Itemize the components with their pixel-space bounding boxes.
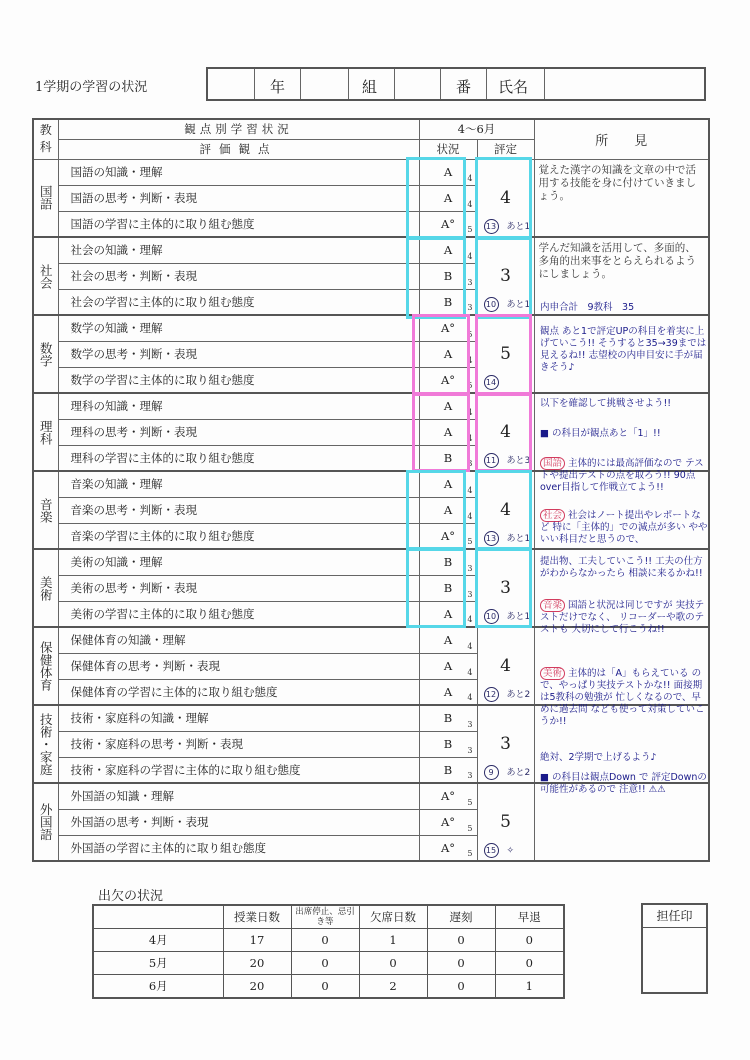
col-viewpoint: 評価観点 bbox=[58, 139, 419, 159]
text-shakai: 社会はノート提出やレポートなど 特に「主体的」での減点が多い ややいい科目だと思うので、 bbox=[540, 510, 708, 545]
note-science-2: ■ の科目が観点あと「1」!! bbox=[540, 428, 661, 439]
highlight-eval-shakai bbox=[475, 236, 532, 319]
highlight-status-rika bbox=[412, 392, 473, 472]
status-cell bbox=[419, 653, 477, 679]
label-kokugo: 国語 bbox=[540, 457, 565, 470]
status-value: A bbox=[443, 347, 453, 361]
eval-note-circle: 12 bbox=[484, 687, 499, 702]
attendance-cell: 0 bbox=[427, 975, 495, 999]
eval-note bbox=[484, 765, 531, 780]
eval-value: 4 bbox=[500, 422, 511, 442]
eval-note-tail: あと3 bbox=[506, 456, 531, 466]
status-value: A° bbox=[440, 789, 456, 804]
status-value: B bbox=[443, 762, 453, 777]
status-cell bbox=[419, 783, 477, 809]
status-value: A bbox=[443, 165, 453, 179]
attendance-header: 授業日数 bbox=[223, 905, 291, 929]
attendance-header: 欠席日数 bbox=[359, 905, 427, 929]
attendance-row bbox=[93, 952, 564, 975]
eval-cell bbox=[477, 627, 534, 705]
status-value: A bbox=[443, 243, 453, 258]
attendance-header bbox=[93, 905, 223, 929]
comment-cell: 学んだ知識を活用して、多面的、多角的出来事をとらえられるようにしましょう。 bbox=[534, 237, 709, 315]
status-sub: 5 bbox=[467, 849, 473, 858]
highlight-status-shakai bbox=[406, 236, 466, 319]
status-value: B bbox=[443, 269, 453, 283]
viewpoint-item: 国語の知識・理解 bbox=[58, 159, 419, 185]
label-ongaku: 音楽 bbox=[540, 599, 565, 612]
attendance-cell: 6月 bbox=[93, 975, 223, 999]
attendance-cell: 0 bbox=[495, 929, 564, 952]
attendance-cell: 0 bbox=[495, 952, 564, 975]
eval-note-tail: ✧ bbox=[506, 846, 515, 856]
attendance-cell: 5月 bbox=[93, 952, 223, 975]
viewpoint-item: 技術・家庭科の知識・理解 bbox=[58, 705, 419, 731]
status-value: B bbox=[443, 450, 453, 465]
eval-value: 5 bbox=[500, 344, 511, 364]
status-sub: 4 bbox=[467, 355, 473, 365]
attendance-header: 出席停止、忌引き等 bbox=[291, 905, 359, 929]
attendance-cell: 17 bbox=[223, 929, 291, 952]
eval-cell bbox=[477, 783, 534, 861]
viewpoint-item: 数学の思考・判断・表現 bbox=[58, 341, 419, 367]
status-sub: 4 bbox=[467, 433, 473, 443]
status-sub: 4 bbox=[467, 173, 473, 183]
teacher-stamp-label: 担任印 bbox=[643, 905, 706, 928]
status-value: B bbox=[443, 294, 453, 309]
eval-note-circle: 11 bbox=[484, 453, 499, 468]
attendance-row bbox=[93, 929, 564, 952]
attendance-cell: 0 bbox=[291, 929, 359, 952]
note-gika-2: ■ の科目は観点Down で 評定Downの可能性があるので 注意!! ⚠⚠ bbox=[540, 772, 707, 795]
attendance-cell: 20 bbox=[223, 952, 291, 975]
viewpoint-item: 美術の思考・判断・表現 bbox=[58, 575, 419, 601]
attendance-cell: 0 bbox=[291, 975, 359, 999]
note-kokugo bbox=[540, 458, 710, 494]
subject-name: 数学 bbox=[33, 315, 58, 393]
eval-note-circle: 9 bbox=[484, 765, 499, 780]
status-cell bbox=[419, 731, 477, 757]
note-rika: 提出物、工夫していこう!! 工夫の仕方がわからなかったら 相談に来るかね!! bbox=[540, 556, 703, 579]
attendance-row bbox=[93, 975, 564, 999]
eval-value: 5 bbox=[500, 812, 511, 832]
highlight-eval-math bbox=[475, 314, 532, 396]
attendance-header: 遅刻 bbox=[427, 905, 495, 929]
status-cell bbox=[419, 679, 477, 705]
viewpoint-item: 外国語の学習に主体的に取り組む態度 bbox=[58, 835, 419, 861]
eval-value: 4 bbox=[500, 656, 511, 676]
status-sub: 3 bbox=[467, 303, 473, 312]
status-sub: 4 bbox=[467, 615, 473, 624]
class-label: 組 bbox=[362, 78, 378, 96]
status-value: B bbox=[443, 555, 453, 570]
attendance-cell: 0 bbox=[427, 929, 495, 952]
col-eval: 評定 bbox=[477, 139, 534, 159]
attendance-cell: 4月 bbox=[93, 929, 223, 952]
eval-note-circle: 15 bbox=[484, 843, 499, 858]
col-status: 状況 bbox=[419, 139, 477, 159]
eval-value: 3 bbox=[500, 734, 511, 754]
note-total: 内申合計 9教科 35 bbox=[540, 302, 635, 313]
page-title: 1学期の学習の状況 bbox=[35, 80, 148, 95]
table-row bbox=[33, 159, 709, 185]
viewpoint-item: 美術の学習に主体的に取り組む態度 bbox=[58, 601, 419, 627]
status-sub: 4 bbox=[467, 407, 473, 417]
status-value: A bbox=[443, 425, 453, 439]
eval-note-circle: 13 bbox=[484, 219, 499, 234]
eval-note bbox=[484, 687, 531, 702]
status-cell bbox=[419, 835, 477, 861]
status-sub: 3 bbox=[467, 563, 473, 573]
eval-note-tail: あと1 bbox=[506, 534, 531, 544]
status-value: A° bbox=[440, 372, 456, 387]
name-label: 氏名 bbox=[498, 78, 529, 96]
viewpoint-item: 保健体育の思考・判断・表現 bbox=[58, 653, 419, 679]
viewpoint-item: 国語の学習に主体的に取り組む態度 bbox=[58, 211, 419, 237]
col-comment-header: 所 見 bbox=[534, 119, 709, 159]
eval-note-circle: 10 bbox=[484, 297, 499, 312]
status-sub: 4 bbox=[467, 693, 473, 702]
status-sub: 5 bbox=[467, 381, 473, 390]
status-sub: 4 bbox=[467, 667, 473, 677]
status-sub: 3 bbox=[467, 745, 473, 755]
number-label: 番 bbox=[456, 78, 472, 96]
status-cell bbox=[419, 809, 477, 835]
col-period: 4〜6月 bbox=[419, 119, 534, 139]
note-science: 以下を確認して挑戦させよう!! bbox=[540, 398, 672, 409]
label-shakai: 社会 bbox=[540, 509, 565, 522]
attendance-cell: 0 bbox=[291, 952, 359, 975]
status-sub: 5 bbox=[467, 329, 473, 339]
note-ongaku bbox=[540, 600, 710, 636]
status-sub: 3 bbox=[467, 719, 473, 729]
status-sub: 5 bbox=[467, 797, 473, 807]
viewpoint-item: 社会の知識・理解 bbox=[58, 237, 419, 263]
eval-value: 4 bbox=[500, 187, 511, 208]
subject-name: 理科 bbox=[33, 393, 58, 471]
eval-value: 3 bbox=[500, 578, 511, 598]
attendance-cell: 0 bbox=[427, 952, 495, 975]
status-value: A bbox=[443, 477, 453, 492]
viewpoint-item: 理科の思考・判断・表現 bbox=[58, 419, 419, 445]
subject-name: 技術・家庭 bbox=[33, 705, 58, 783]
eval-cell bbox=[477, 705, 534, 783]
viewpoint-item: 外国語の知識・理解 bbox=[58, 783, 419, 809]
subject-name: 音楽 bbox=[33, 471, 58, 549]
comment-cell: 覚えた漢字の知識を文章の中で活用する技能を身に付けていきましょう。 bbox=[534, 159, 709, 237]
viewpoint-item: 数学の知識・理解 bbox=[58, 315, 419, 341]
eval-value: 4 bbox=[500, 500, 511, 520]
viewpoint-item: 理科の学習に主体的に取り組む態度 bbox=[58, 445, 419, 471]
eval-note-tail: あと2 bbox=[506, 690, 531, 700]
eval-note bbox=[484, 843, 515, 858]
status-cell bbox=[419, 705, 477, 731]
col-subject-header: 教科 bbox=[33, 119, 58, 159]
year-label: 年 bbox=[270, 78, 286, 96]
attendance-title: 出欠の状況 bbox=[98, 889, 164, 904]
highlight-status-bijutsu bbox=[406, 548, 466, 628]
viewpoint-item: 音楽の学習に主体的に取り組む態度 bbox=[58, 523, 419, 549]
highlight-status-kokugo bbox=[406, 157, 466, 240]
eval-note-tail: あと1 bbox=[506, 222, 531, 232]
status-value: A bbox=[443, 399, 453, 414]
viewpoint-item: 技術・家庭科の学習に主体的に取り組む態度 bbox=[58, 757, 419, 783]
status-sub: 3 bbox=[467, 277, 473, 287]
note-math: 観点 あと1で評定UPの科目を着実に上げていこう!! そうすると35→39までは見えるね!! 志望校の内申目安に手が届きそう♪ bbox=[540, 326, 707, 373]
subject-name: 保健体育 bbox=[33, 627, 58, 705]
subject-name: 社会 bbox=[33, 237, 58, 315]
status-value: A° bbox=[440, 216, 456, 231]
status-cell bbox=[419, 757, 477, 783]
highlight-eval-kokugo bbox=[475, 157, 532, 240]
viewpoint-item: 保健体育の学習に主体的に取り組む態度 bbox=[58, 679, 419, 705]
viewpoint-item: 保健体育の知識・理解 bbox=[58, 627, 419, 653]
text-ongaku: 国語と状況は同じですが 実技テストだけでなく、 リコーダーや歌のテストも 大切にして行こうね!! bbox=[540, 600, 705, 635]
status-value: A° bbox=[440, 840, 456, 855]
highlight-status-math bbox=[412, 314, 473, 396]
eval-note-tail: あと1 bbox=[506, 612, 531, 622]
status-value: A bbox=[443, 606, 453, 621]
attendance-table bbox=[92, 904, 565, 999]
eval-note-tail: あと1 bbox=[506, 300, 531, 310]
status-value: A° bbox=[440, 815, 456, 829]
status-value: A° bbox=[440, 321, 456, 336]
highlight-eval-bijutsu bbox=[475, 548, 532, 628]
viewpoint-item: 数学の学習に主体的に取り組む態度 bbox=[58, 367, 419, 393]
eval-note-circle: 13 bbox=[484, 531, 499, 546]
text-bijutsu: 主体的は「A」もらえている ので、やっぱり実技テストかな!! 面接期は5教科の勉強が 忙しくなるので、早めに過去問 なども使って対策していこうか!! bbox=[540, 668, 705, 727]
highlight-eval-rika bbox=[475, 392, 532, 472]
status-sub: 5 bbox=[467, 823, 473, 833]
attendance-cell: 1 bbox=[359, 929, 427, 952]
eval-value: 3 bbox=[500, 266, 511, 286]
status-value: B bbox=[443, 711, 453, 726]
eval-note-circle: 10 bbox=[484, 609, 499, 624]
status-sub: 3 bbox=[467, 459, 473, 468]
text-kokugo: 主体的には最高評価なので テストや提出テストの点を取ろう!! 90点over目指して作戦立てよう!! bbox=[540, 458, 704, 493]
viewpoint-item: 音楽の知識・理解 bbox=[58, 471, 419, 497]
status-value: A bbox=[443, 659, 453, 673]
attendance-cell: 1 bbox=[495, 975, 564, 999]
viewpoint-item: 外国語の思考・判断・表現 bbox=[58, 809, 419, 835]
status-value: A bbox=[443, 503, 453, 517]
viewpoint-item: 音楽の思考・判断・表現 bbox=[58, 497, 419, 523]
status-cell bbox=[419, 627, 477, 653]
viewpoint-item: 理科の知識・理解 bbox=[58, 393, 419, 419]
status-sub: 4 bbox=[467, 641, 473, 651]
status-value: B bbox=[443, 581, 453, 595]
viewpoint-item: 美術の知識・理解 bbox=[58, 549, 419, 575]
viewpoint-item: 社会の思考・判断・表現 bbox=[58, 263, 419, 289]
attendance-header: 早退 bbox=[495, 905, 564, 929]
subject-name: 美術 bbox=[33, 549, 58, 627]
eval-note-tail: あと2 bbox=[506, 768, 531, 778]
attendance-cell: 2 bbox=[359, 975, 427, 999]
note-shakai bbox=[540, 510, 710, 546]
status-sub: 3 bbox=[467, 589, 473, 599]
label-bijutsu: 美術 bbox=[540, 667, 565, 680]
teacher-stamp-box bbox=[641, 903, 708, 994]
subject-name: 外国語 bbox=[33, 783, 58, 861]
status-sub: 3 bbox=[467, 771, 473, 780]
viewpoint-item: 国語の思考・判断・表現 bbox=[58, 185, 419, 211]
highlight-eval-ongaku bbox=[475, 470, 532, 550]
note-gika: 絶対、2学期で上げるよう♪ bbox=[540, 752, 657, 763]
col-viewpoint-top: 観点別学習状況 bbox=[58, 119, 419, 139]
student-id-box bbox=[206, 67, 706, 101]
status-sub: 4 bbox=[467, 485, 473, 495]
status-value: A° bbox=[440, 528, 456, 543]
status-sub: 4 bbox=[467, 199, 473, 209]
table-row bbox=[33, 237, 709, 263]
status-sub: 4 bbox=[467, 511, 473, 521]
status-sub: 5 bbox=[467, 537, 473, 546]
status-value: B bbox=[443, 737, 453, 751]
attendance-cell: 20 bbox=[223, 975, 291, 999]
status-value: A bbox=[443, 191, 453, 205]
status-sub: 4 bbox=[467, 251, 473, 261]
status-value: A bbox=[443, 633, 453, 648]
status-value: A bbox=[443, 684, 453, 699]
viewpoint-item: 社会の学習に主体的に取り組む態度 bbox=[58, 289, 419, 315]
viewpoint-item: 技術・家庭科の思考・判断・表現 bbox=[58, 731, 419, 757]
attendance-cell: 0 bbox=[359, 952, 427, 975]
subject-name: 国語 bbox=[33, 159, 58, 237]
attendance-header-row bbox=[93, 905, 564, 929]
status-sub: 5 bbox=[467, 225, 473, 234]
note-bijutsu bbox=[540, 668, 710, 728]
highlight-status-ongaku bbox=[406, 470, 466, 550]
eval-note-circle: 14 bbox=[484, 375, 499, 390]
